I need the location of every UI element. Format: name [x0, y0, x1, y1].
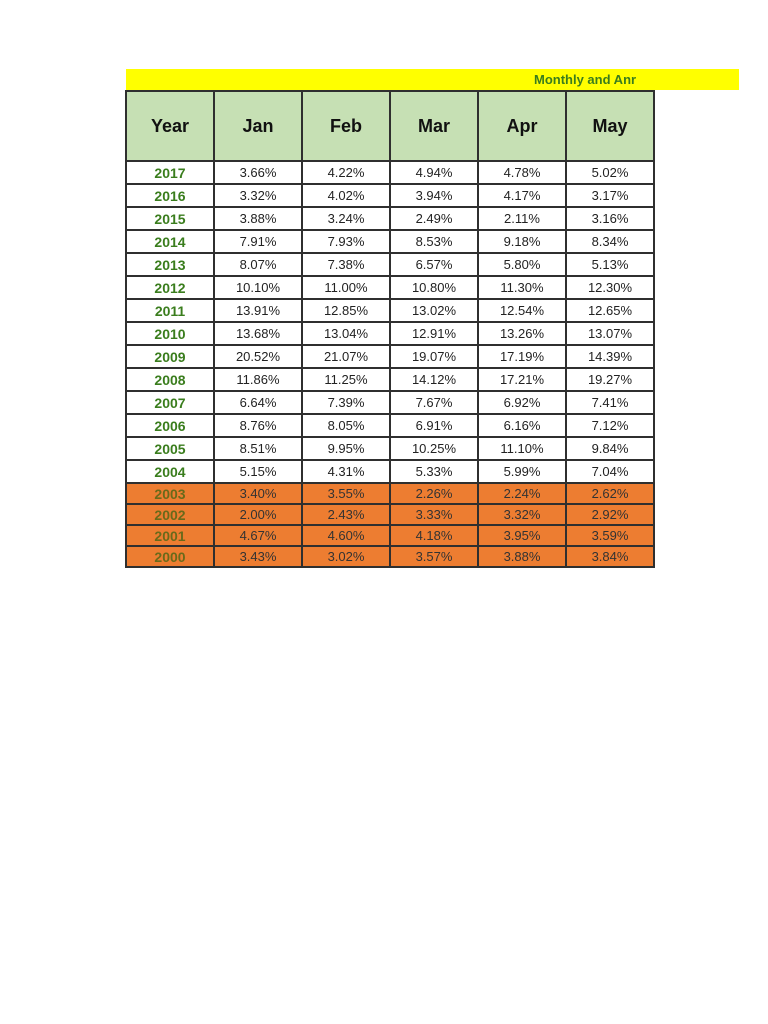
- rate-cell: 9.95%: [302, 437, 390, 460]
- rate-cell: 3.94%: [390, 184, 478, 207]
- rate-cell: 13.07%: [566, 322, 654, 345]
- table-row: [126, 322, 654, 345]
- rate-cell: 7.38%: [302, 253, 390, 276]
- rate-cell: 8.53%: [390, 230, 478, 253]
- rate-cell: 3.02%: [302, 546, 390, 567]
- table-row: [126, 460, 654, 483]
- rate-cell: 10.80%: [390, 276, 478, 299]
- rate-cell: 4.67%: [214, 525, 302, 546]
- table-row: [126, 207, 654, 230]
- rate-cell: 6.92%: [478, 391, 566, 414]
- table-row: [126, 546, 654, 567]
- table-row: [126, 253, 654, 276]
- rates-table: [125, 90, 655, 568]
- rate-cell: 5.33%: [390, 460, 478, 483]
- rate-cell: 12.85%: [302, 299, 390, 322]
- rate-cell: 8.07%: [214, 253, 302, 276]
- rate-cell: 7.04%: [566, 460, 654, 483]
- rate-cell: 19.27%: [566, 368, 654, 391]
- rate-cell: 6.57%: [390, 253, 478, 276]
- rate-cell: 7.39%: [302, 391, 390, 414]
- rate-cell: 10.10%: [214, 276, 302, 299]
- header-apr: Apr: [478, 91, 566, 161]
- year-cell: 2002: [126, 504, 214, 525]
- table-row: [126, 230, 654, 253]
- rate-cell: 3.33%: [390, 504, 478, 525]
- rate-cell: 3.32%: [478, 504, 566, 525]
- rate-cell: 12.30%: [566, 276, 654, 299]
- year-cell: 2000: [126, 546, 214, 567]
- rate-cell: 14.12%: [390, 368, 478, 391]
- rate-cell: 7.12%: [566, 414, 654, 437]
- rate-cell: 11.30%: [478, 276, 566, 299]
- year-cell: 2006: [126, 414, 214, 437]
- rate-cell: 17.19%: [478, 345, 566, 368]
- rate-cell: 7.93%: [302, 230, 390, 253]
- table-row: [126, 483, 654, 504]
- table-row: [126, 391, 654, 414]
- rate-cell: 12.91%: [390, 322, 478, 345]
- year-cell: 2011: [126, 299, 214, 322]
- rate-cell: 4.94%: [390, 161, 478, 184]
- rate-cell: 5.15%: [214, 460, 302, 483]
- rate-cell: 3.59%: [566, 525, 654, 546]
- rate-cell: 4.31%: [302, 460, 390, 483]
- rate-cell: 8.76%: [214, 414, 302, 437]
- rate-cell: 5.80%: [478, 253, 566, 276]
- table-row: [126, 276, 654, 299]
- year-cell: 2017: [126, 161, 214, 184]
- rate-cell: 7.67%: [390, 391, 478, 414]
- table-row: [126, 414, 654, 437]
- rate-cell: 13.68%: [214, 322, 302, 345]
- rate-cell: 6.16%: [478, 414, 566, 437]
- rate-cell: 3.84%: [566, 546, 654, 567]
- year-cell: 2004: [126, 460, 214, 483]
- rate-cell: 7.41%: [566, 391, 654, 414]
- year-cell: 2012: [126, 276, 214, 299]
- header-row: [126, 91, 654, 161]
- rate-cell: 3.40%: [214, 483, 302, 504]
- rate-cell: 3.55%: [302, 483, 390, 504]
- year-cell: 2009: [126, 345, 214, 368]
- rate-cell: 3.57%: [390, 546, 478, 567]
- table-row: [126, 299, 654, 322]
- rate-cell: 12.54%: [478, 299, 566, 322]
- table-row: [126, 437, 654, 460]
- year-cell: 2003: [126, 483, 214, 504]
- rate-cell: 10.25%: [390, 437, 478, 460]
- rate-cell: 19.07%: [390, 345, 478, 368]
- rate-cell: 17.21%: [478, 368, 566, 391]
- rate-cell: 2.43%: [302, 504, 390, 525]
- rate-cell: 11.10%: [478, 437, 566, 460]
- rate-cell: 3.16%: [566, 207, 654, 230]
- rate-cell: 3.66%: [214, 161, 302, 184]
- rate-cell: 2.24%: [478, 483, 566, 504]
- table-body: [126, 161, 654, 567]
- rate-cell: 8.05%: [302, 414, 390, 437]
- rate-cell: 2.11%: [478, 207, 566, 230]
- rate-cell: 4.18%: [390, 525, 478, 546]
- rate-cell: 3.88%: [214, 207, 302, 230]
- year-cell: 2007: [126, 391, 214, 414]
- rate-cell: 11.86%: [214, 368, 302, 391]
- rate-cell: 8.51%: [214, 437, 302, 460]
- rate-cell: 5.13%: [566, 253, 654, 276]
- rate-cell: 11.25%: [302, 368, 390, 391]
- rate-cell: 13.91%: [214, 299, 302, 322]
- year-cell: 2014: [126, 230, 214, 253]
- rate-cell: 2.26%: [390, 483, 478, 504]
- table-row: [126, 184, 654, 207]
- rate-cell: 4.17%: [478, 184, 566, 207]
- rate-cell: 14.39%: [566, 345, 654, 368]
- year-cell: 2001: [126, 525, 214, 546]
- year-cell: 2016: [126, 184, 214, 207]
- header-mar: Mar: [390, 91, 478, 161]
- rate-cell: 13.26%: [478, 322, 566, 345]
- rate-cell: 3.17%: [566, 184, 654, 207]
- rate-cell: 3.95%: [478, 525, 566, 546]
- year-cell: 2008: [126, 368, 214, 391]
- year-cell: 2005: [126, 437, 214, 460]
- rate-cell: 2.00%: [214, 504, 302, 525]
- rate-cell: 3.43%: [214, 546, 302, 567]
- rate-cell: 12.65%: [566, 299, 654, 322]
- rate-cell: 21.07%: [302, 345, 390, 368]
- rate-cell: 6.91%: [390, 414, 478, 437]
- table-row: [126, 345, 654, 368]
- year-cell: 2013: [126, 253, 214, 276]
- rate-cell: 13.04%: [302, 322, 390, 345]
- rate-cell: 3.88%: [478, 546, 566, 567]
- rate-cell: 13.02%: [390, 299, 478, 322]
- table-row: [126, 504, 654, 525]
- rate-cell: 3.24%: [302, 207, 390, 230]
- rate-cell: 9.18%: [478, 230, 566, 253]
- rate-cell: 4.78%: [478, 161, 566, 184]
- header-may: May: [566, 91, 654, 161]
- table-row: [126, 161, 654, 184]
- rate-cell: 4.60%: [302, 525, 390, 546]
- rate-cell: 2.49%: [390, 207, 478, 230]
- rate-cell: 3.32%: [214, 184, 302, 207]
- rate-cell: 7.91%: [214, 230, 302, 253]
- table-row: [126, 525, 654, 546]
- header-year: Year: [126, 91, 214, 161]
- header-jan: Jan: [214, 91, 302, 161]
- table-row: [126, 368, 654, 391]
- year-cell: 2010: [126, 322, 214, 345]
- rate-cell: 2.62%: [566, 483, 654, 504]
- rate-cell: 9.84%: [566, 437, 654, 460]
- sheet-title: Monthly and Anr: [534, 72, 637, 87]
- rate-cell: 5.02%: [566, 161, 654, 184]
- rate-cell: 2.92%: [566, 504, 654, 525]
- rate-cell: 4.02%: [302, 184, 390, 207]
- year-cell: 2015: [126, 207, 214, 230]
- rate-cell: 11.00%: [302, 276, 390, 299]
- rate-cell: 6.64%: [214, 391, 302, 414]
- rate-cell: 5.99%: [478, 460, 566, 483]
- rate-cell: 4.22%: [302, 161, 390, 184]
- rate-cell: 8.34%: [566, 230, 654, 253]
- rate-cell: 20.52%: [214, 345, 302, 368]
- header-feb: Feb: [302, 91, 390, 161]
